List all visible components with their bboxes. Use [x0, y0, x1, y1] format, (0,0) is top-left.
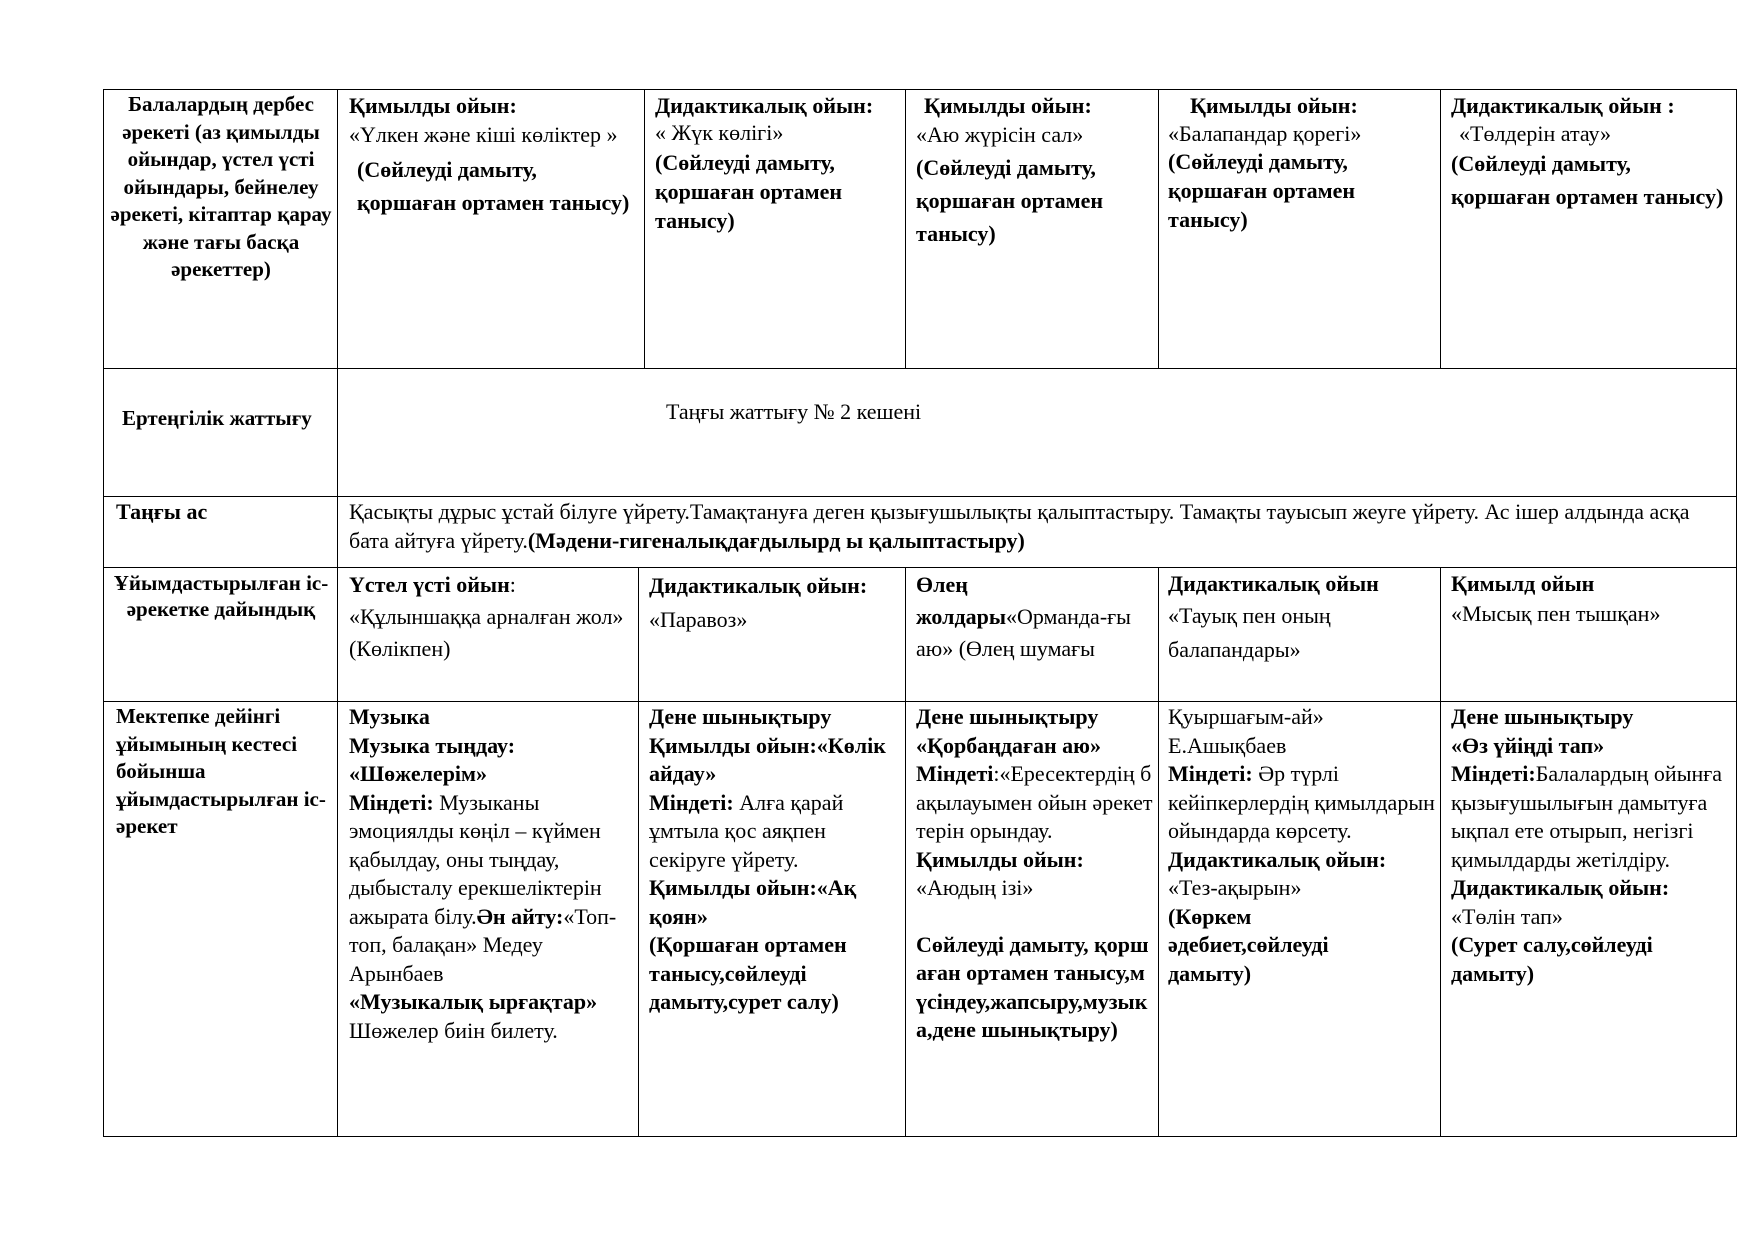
table-col-divider — [1158, 567, 1159, 1137]
table-border-left — [103, 89, 104, 1137]
row1-cell-2 — [655, 92, 900, 235]
row3-label: Таңғы ас — [116, 499, 208, 524]
row4-cell-5 — [1451, 569, 1733, 629]
row4-c3-game: «Орманда-ғы аю» (Өлең шумағы — [916, 604, 1131, 661]
row5-c4-task-label: Міндеті: — [1168, 761, 1253, 786]
table-row-divider — [103, 368, 1737, 369]
row5-c3-task: :«Ересектердің бақылауымен ойын әрекеттерін орындау. — [916, 761, 1153, 843]
row4-c5-game: «Мысық пен тышқан» — [1451, 601, 1661, 626]
table-border-right — [1736, 89, 1737, 1137]
table-col-divider — [1440, 567, 1441, 1137]
row5-c1-task-label: Міндеті: — [349, 789, 434, 815]
table-col-divider — [1440, 89, 1441, 369]
row1-c1-title: Қимылды ойын: — [349, 93, 517, 118]
table-border-bottom — [103, 1136, 1737, 1137]
row4-cell-4 — [1168, 569, 1436, 667]
row2-text: Таңғы жаттығу № 2 кешені — [666, 399, 922, 424]
row5-c1-l2: Музыка тыңдау: — [349, 732, 516, 758]
row5-c2-game: Қимылды ойын:«Ақ қоян» — [649, 875, 857, 929]
row5-cell-2 — [649, 703, 901, 1017]
row5-c1-task: Музыканы эмоциялды көңіл – күймен қабылдау, оны тыңдау, дыбысталу ерекшеліктерін ажырата білу. — [349, 789, 602, 929]
row1-c5-area: (Сөйлеуді дамыту, қоршаған ортамен танысу) — [1451, 150, 1724, 209]
row5-c5-l1: Дене шынықтыру — [1451, 704, 1634, 729]
row1-cell-4 — [1168, 92, 1436, 234]
row4-c1-game: «Құлыншаққа арналған жол» (Көлікпен) — [349, 604, 624, 661]
row5-c4-task: Әр түрлі кейіпкерлердің қимылдарын ойындарда көрсету. — [1168, 761, 1435, 843]
row5-c1-song: «Топ-топ, балақан» Медеу Арынбаев — [349, 903, 617, 986]
row5-cell-4 — [1168, 703, 1436, 988]
row1-label: Балалардың дербес әрекеті (аз қимылды ойындар, үстел үсті ойындары, бейнелеу әрекеті, кітаптар қарау және тағы басқа әрекеттер) — [110, 92, 332, 281]
row5-c4-game: «Тез-ақырын» — [1168, 875, 1302, 900]
row5-c4-l1: Қуыршағым-ай» Е.Ашықбаев — [1168, 704, 1324, 758]
row1-c2-area: (Сөйлеуді дамыту, қоршаған ортамен танысу) — [655, 149, 843, 233]
table-col-divider — [1158, 89, 1159, 369]
row5-c3-game: «Аюдың ізі» — [916, 875, 1034, 900]
row5-c2-task: Алға қарай ұмтыла қос аяқпен секіруге үйрету. — [649, 789, 844, 872]
row4-c5-title: Қимылд ойын — [1451, 571, 1595, 596]
row1-cell-5 — [1451, 92, 1733, 213]
row5-c2-l2: Қимылды ойын:«Көлік айдау» — [649, 732, 886, 786]
row5-c5-task: Балалардың ойынға қызығушылығын дамытуға ықпал ете отырып, негізгі қимылдарды жетілдіру. — [1451, 761, 1723, 872]
row4-cell-1 — [349, 569, 629, 665]
row5-cell-5 — [1451, 703, 1733, 988]
row3-text-bold: (Мәдени-гигеналықдағдылырд ы қалыптастыру) — [527, 527, 1025, 553]
row5-c4-area: (Көркем әдебиет,сөйлеуді дамыту) — [1168, 903, 1329, 986]
row5-c3-l2: «Қорбаңдаған аю» — [916, 732, 1101, 758]
row1-cell-1 — [349, 92, 639, 219]
row5-c3-area: Сөйлеуді дамыту, қоршаған ортамен танысу,мүсіндеу,жапсыру,музыка,дене шынықтыру) — [916, 931, 1149, 1042]
row5-c3-l1: Дене шынықтыру — [916, 704, 1099, 729]
row5-c1-l1: Музыка — [349, 704, 430, 729]
row5-c1-rhythm-text: Шөжелер биін билету. — [349, 1017, 558, 1043]
row1-c1-area: (Сөйлеуді дамыту, қоршаған ортамен танысу) — [357, 157, 630, 215]
table-col-divider — [337, 89, 338, 1137]
row1-c4-game: «Балапандар қорегі» — [1168, 120, 1362, 146]
table-row-divider — [103, 701, 1737, 702]
row5-cell-3 — [916, 703, 1154, 1045]
row4-c4-title: Дидактикалық ойын — [1168, 571, 1379, 596]
row1-c4-area: (Сөйлеуді дамыту, қоршаған ортамен танысу) — [1168, 148, 1356, 232]
row5-c1-l3: «Шөжелерім» — [349, 761, 488, 786]
row1-c3-game: «Аю жүрісін сал» — [916, 121, 1084, 147]
row3-text — [349, 498, 1733, 555]
row3-text-normal: Қасықты дұрыс ұстай білуге үйрету.Тамақтануға деген қызығушылықты қалыптастыру. Тамақты тауысып жеуге үйрету. Ас ішер алдында асқа бата айтуға үйрету. — [349, 499, 1690, 553]
row5-c1-rhythm: «Музыкалық ырғақтар» — [349, 989, 598, 1014]
row5-c3-task-label: Міндеті — [916, 761, 994, 786]
row1-c1-game: «Үлкен және кіші көліктер » — [349, 121, 618, 147]
row1-c5-game: «Төлдерін атау» — [1459, 120, 1612, 146]
row4-c3-title: Өлең жолдары — [916, 572, 1006, 629]
row5-c2-area: (Қоршаған ортамен танысу,сөйлеуді дамыту,сурет салу) — [649, 932, 847, 1014]
row5-c3-game-label: Қимылды ойын: — [916, 846, 1084, 872]
row4-c4-game: «Тауық пен оның балапандары» — [1168, 603, 1331, 662]
table-border-top — [103, 89, 1737, 90]
row5-c5-game: «Төлін тап» — [1451, 903, 1563, 929]
row4-label: Ұйымдастырылған іс-әрекетке дайындық — [113, 571, 329, 621]
row5-c5-game-label: Дидактикалық ойын: — [1451, 875, 1670, 900]
row4-cell-2 — [649, 569, 899, 637]
row1-c5-title: Дидактикалық ойын : — [1451, 93, 1675, 118]
row5-c5-task-label: Міндеті: — [1451, 761, 1536, 786]
row5-c2-task-label: Міндеті: — [649, 789, 734, 815]
row5-c4-game-label: Дидактикалық ойын: — [1168, 846, 1387, 872]
row2-label: Ертеңгілік жаттығу — [122, 406, 312, 430]
row5-c2-l1: Дене шынықтыру — [649, 704, 832, 729]
row5-cell-1 — [349, 703, 634, 1045]
row4-c1-colon: : — [509, 572, 516, 597]
row4-cell-3 — [916, 569, 1154, 665]
row1-c3-area: (Сөйлеуді дамыту, қоршаған ортамен танысу) — [916, 155, 1104, 246]
row4-c2-game: «Паравоз» — [649, 607, 748, 632]
row1-c2-game: « Жүк көлігі» — [655, 120, 784, 145]
row5-c1-song-label: Ән айту: — [476, 903, 564, 929]
table-col-divider — [905, 567, 906, 1137]
table-col-divider — [905, 89, 906, 369]
row1-c2-title: Дидактикалық ойын: — [655, 93, 874, 118]
row5-label: Мектепке дейінгі ұйымының кестесі бойынша ұйымдастырылған іс-әрекет — [116, 704, 326, 838]
row5-c5-area: (Сурет салу,сөйлеуді дамыту) — [1451, 932, 1653, 986]
row1-c4-title: Қимылды ойын: — [1190, 93, 1358, 118]
row1-cell-3 — [916, 92, 1154, 250]
row1-c3-title: Қимылды ойын: — [924, 93, 1092, 118]
row4-c1-title: Үстел үсті ойын — [349, 572, 510, 597]
row4-c2-title: Дидактикалық ойын: — [649, 573, 868, 598]
row5-c5-l2: «Өз үйіңді тап» — [1451, 732, 1605, 758]
table-col-divider — [644, 89, 645, 369]
table-col-divider — [638, 567, 639, 1137]
table-row-divider — [103, 567, 1737, 568]
table-row-divider — [103, 496, 1737, 497]
